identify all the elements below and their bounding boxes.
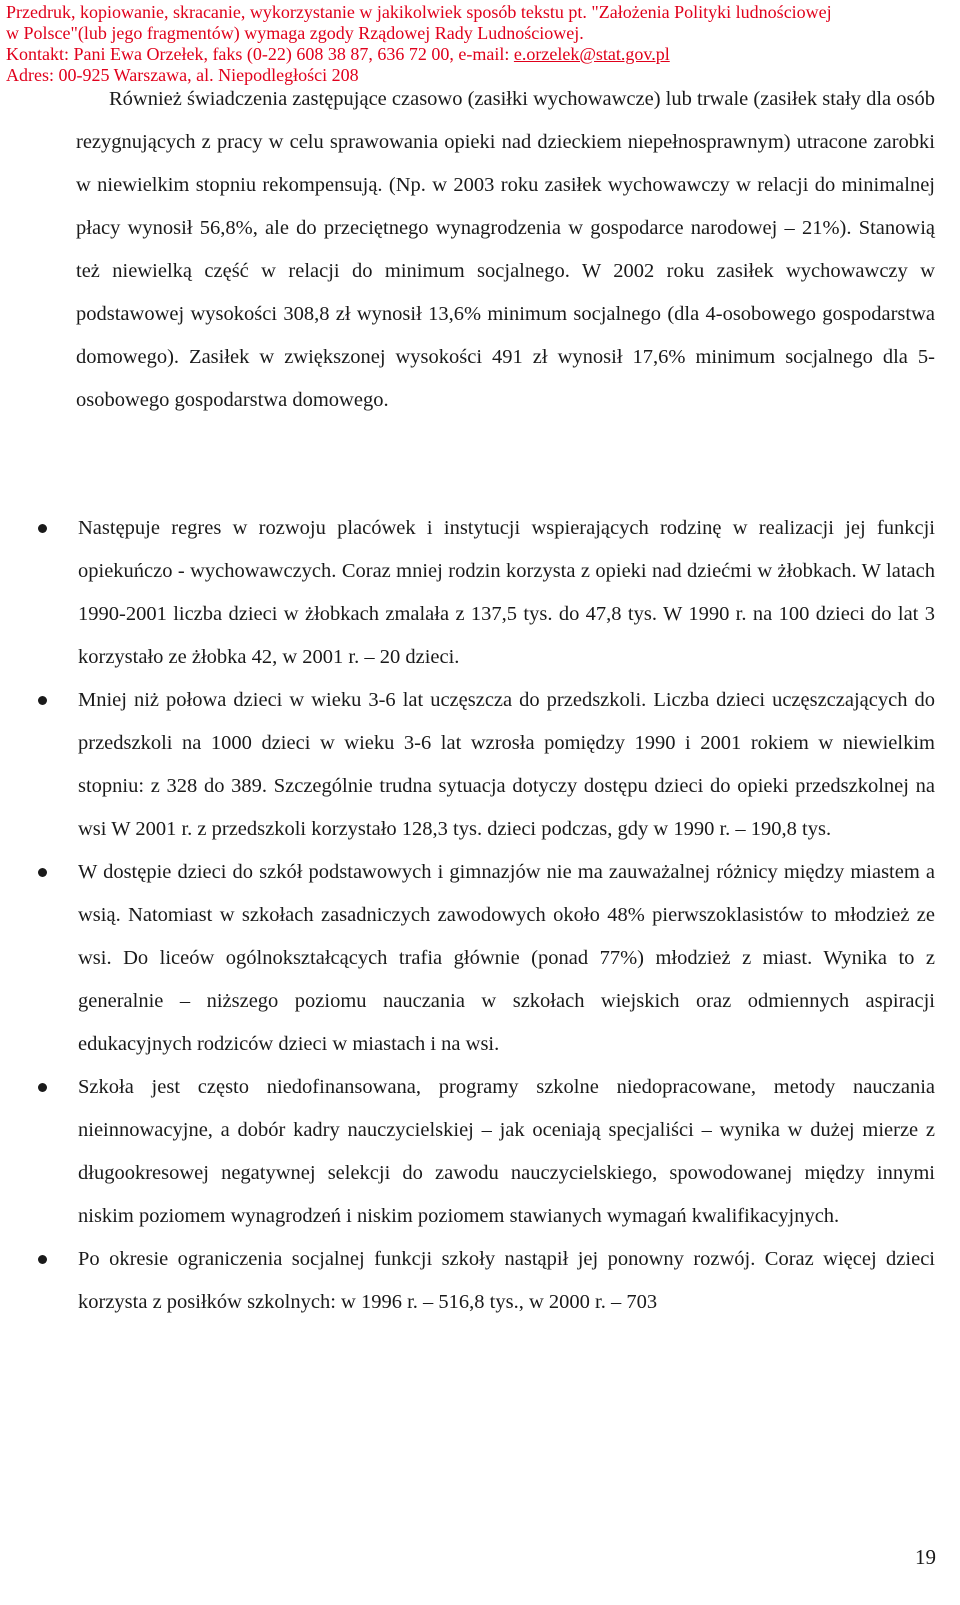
list-item-text: Szkoła jest często niedofinansowana, programy szkolne niedopracowane, metody nauczania nieinnowacyjne, a dobór kadry nauczycielskiej – jak oceniają specjaliści – wynika w dużej mierze z długookresowej negatywnej selekcji do zawodu nauczycielskiego, spowodowanej między innymi niskim poziomem wynagrodzeń i niskim poziomem stawianych wymagań kwalifikacyjnych. xyxy=(78,1076,935,1227)
notice-line-2: w Polsce"(lub jego fragmentów) wymaga zgody Rządowej Rady Ludnościowej. xyxy=(6,23,584,43)
intro-paragraph: Również świadczenia zastępujące czasowo (zasiłki wychowawcze) lub trwale (zasiłek stały dla osób rezygnujących z pracy w celu sprawowania opieki nad dzieckiem niepełnosprawnym) utracone zarobki w niewielkim stopniu rekompensują. (Np. w 2003 roku zasiłek wychowawczy w relacji do minimalnej płacy wynosił 56,8%, ale do przeciętnego wynagrodzenia w gospodarce narodowej – 21%). Stanowią też niewielką część w relacji do minimum socjalnego. W 2002 roku zasiłek wychowawczy w podstawowej wysokości 308,8 zł wynosił 13,6% minimum socjalnego (dla 4-osobowego gospodarstwa domowego). Zasiłek w zwiększonej wysokości 491 zł wynosił 17,6% minimum socjalnego dla 5-osobowego gospodarstwa domowego. xyxy=(76,88,935,411)
notice-line-1: Przedruk, kopiowanie, skracanie, wykorzystanie w jakikolwiek sposób tekstu pt. "Założenia Polityki ludnościowej xyxy=(6,2,832,22)
list-item xyxy=(0,507,935,679)
notice-line-3 xyxy=(6,44,956,65)
notice-contact: Kontakt: Pani Ewa Orzełek, faks (0-22) 608 38 87, 636 72 00, e-mail: xyxy=(6,44,514,64)
bullet-list xyxy=(0,507,960,1324)
page-number: 19 xyxy=(915,1545,936,1569)
notice-line-4: Adres: 00-925 Warszawa, al. Niepodległości 208 xyxy=(6,65,359,85)
list-item xyxy=(0,679,935,851)
email-link[interactable]: e.orzelek@stat.gov.pl xyxy=(513,44,670,64)
list-item xyxy=(0,1238,935,1324)
bullet-icon xyxy=(38,868,47,877)
bullet-icon xyxy=(38,1255,47,1264)
list-item xyxy=(0,1066,935,1238)
copyright-notice xyxy=(6,2,956,86)
bullet-icon xyxy=(38,1083,47,1092)
list-item-text: Po okresie ograniczenia socjalnej funkcji szkoły nastąpił jej ponowny rozwój. Coraz więcej dzieci korzysta z posiłków szkolnych: w 1996 r. – 516,8 tys., w 2000 r. – 703 xyxy=(78,1248,935,1313)
list-item-text: Mniej niż połowa dzieci w wieku 3-6 lat uczęszcza do przedszkoli. Liczba dzieci uczęszczających do przedszkoli na 1000 dzieci w wieku 3-6 lat wzrosła pomiędzy 1990 i 2001 rokiem w niewielkim stopniu: z 328 do 389. Szczególnie trudna sytuacja dotyczy dostępu dzieci do opieki przedszkolnej na wsi W 2001 r. z przedszkoli korzystało 128,3 tys. dzieci podczas, gdy w 1990 r. – 190,8 tys. xyxy=(78,689,935,840)
list-item-text: Następuje regres w rozwoju placówek i instytucji wspierających rodzinę w realizacji jej funkcji opiekuńczo - wychowawczych. Coraz mniej rodzin korzysta z opieki nad dziećmi w żłobkach. W latach 1990-2001 liczba dzieci w żłobkach zmalała z 137,5 tys. do 47,8 tys. W 1990 r. na 100 dzieci do lat 3 korzystało ze żłobka 42, w 2001 r. – 20 dzieci. xyxy=(78,517,935,668)
list-item-text: W dostępie dzieci do szkół podstawowych i gimnazjów nie ma zauważalnej różnicy między miastem a wsią. Natomiast w szkołach zasadniczych zawodowych około 48% pierwszoklasistów to młodzież ze wsi. Do liceów ogólnokształcących trafia głównie (ponad 77%) młodzież z miast. Wynika to z generalnie – niższego poziomu nauczania w szkołach wiejskich oraz odmiennych aspiracji edukacyjnych rodziców dzieci w miastach i na wsi. xyxy=(78,861,935,1055)
bullet-icon xyxy=(38,524,47,533)
bullet-icon xyxy=(38,696,47,705)
list-item xyxy=(0,851,935,1066)
